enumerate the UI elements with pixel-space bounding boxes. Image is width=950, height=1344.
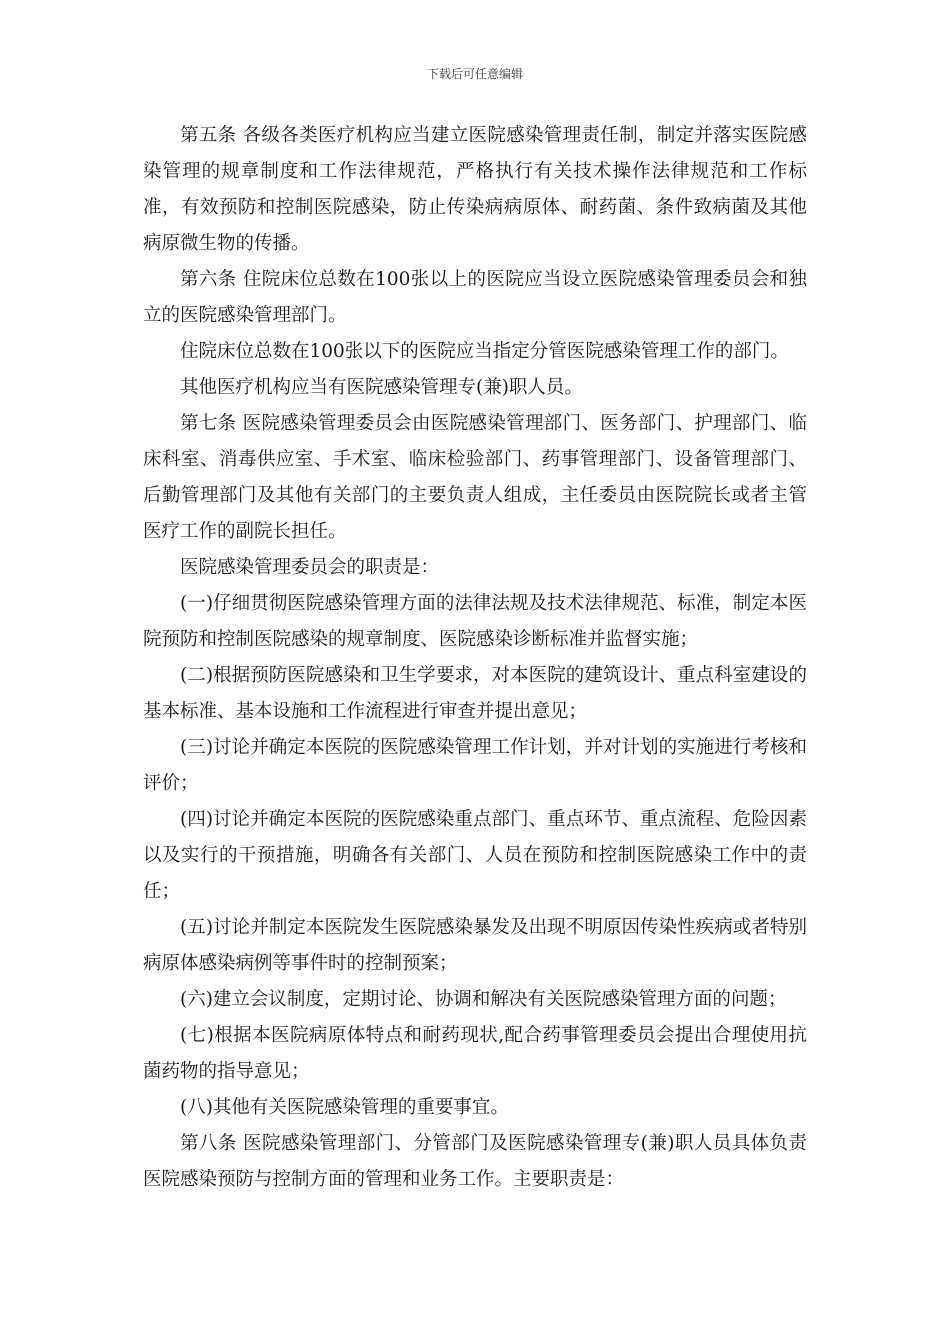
paragraph-duty-8: (八)其他有关医院感染管理的重要事宜。 (180, 1097, 509, 1118)
paragraph-under-100-beds: 住院床位总数在100张以下的医院应当指定分管医院感染管理工作的部门。 (180, 341, 789, 362)
paragraph-committee-duties: 医院感染管理委员会的职责是： (180, 557, 440, 578)
paragraph-article-8: 第八条 医院感染管理部门、分管部门及医院感染管理专(兼)职人员具体负责医院感染预防与控制方面的管理和业务工作。主要职责是： (143, 1133, 807, 1190)
paragraph-duty-5: (五)讨论并制定本医院发生医院感染暴发及出现不明原因传染性疾病或者特别病原体感染病例等事件时的控制预案； (143, 917, 807, 974)
paragraph-duty-2: (二)根据预防医院感染和卫生学要求，对本医院的建筑设计、重点科室建设的基本标准、基本设施和工作流程进行审查并提出意见； (143, 665, 807, 722)
paragraph-article-7: 第七条 医院感染管理委员会由医院感染管理部门、医务部门、护理部门、临床科室、消毒供应室、手术室、临床检验部门、药事管理部门、设备管理部门、后勤管理部门及其他有关部门的主要负责人组成，主任委员由医院院长或者主管医疗工作的副院长担任。 (143, 413, 807, 542)
paragraph-article-6: 第六条 住院床位总数在100张以上的医院应当设立医院感染管理委员会和独立的医院感染管理部门。 (143, 269, 807, 326)
paragraph-duty-3: (三)讨论并确定本医院的医院感染管理工作计划，并对计划的实施进行考核和评价； (143, 737, 807, 794)
paragraph-duty-7: (七)根据本医院病原体特点和耐药现状,配合药事管理委员会提出合理使用抗菌药物的指导意见； (143, 1025, 807, 1082)
paragraph-article-5: 第五条 各级各类医疗机构应当建立医院感染管理责任制，制定并落实医院感染管理的规章制度和工作法律规范，严格执行有关技术操作法律规范和工作标准，有效预防和控制医院感染，防止传染病病原体、耐药菌、条件致病菌及其他病原微生物的传播。 (143, 125, 807, 254)
page-header: 下载后可任意编辑 (426, 67, 523, 81)
paragraph-duty-6: (六)建立会议制度，定期讨论、协调和解决有关医院感染管理方面的问题； (180, 989, 787, 1010)
paragraph-duty-1: (一)仔细贯彻医院感染管理方面的法律法规及技术法律规范、标准，制定本医院预防和控制医院感染的规章制度、医院感染诊断标准并监督实施； (143, 593, 807, 650)
paragraph-other-institutions: 其他医疗机构应当有医院感染管理专(兼)职人员。 (180, 377, 583, 398)
paragraph-duty-4: (四)讨论并确定本医院的医院感染重点部门、重点环节、重点流程、危险因素以及实行的干预措施，明确各有关部门、人员在预防和控制医院感染工作中的责任； (143, 809, 807, 902)
document-body (143, 118, 807, 1198)
